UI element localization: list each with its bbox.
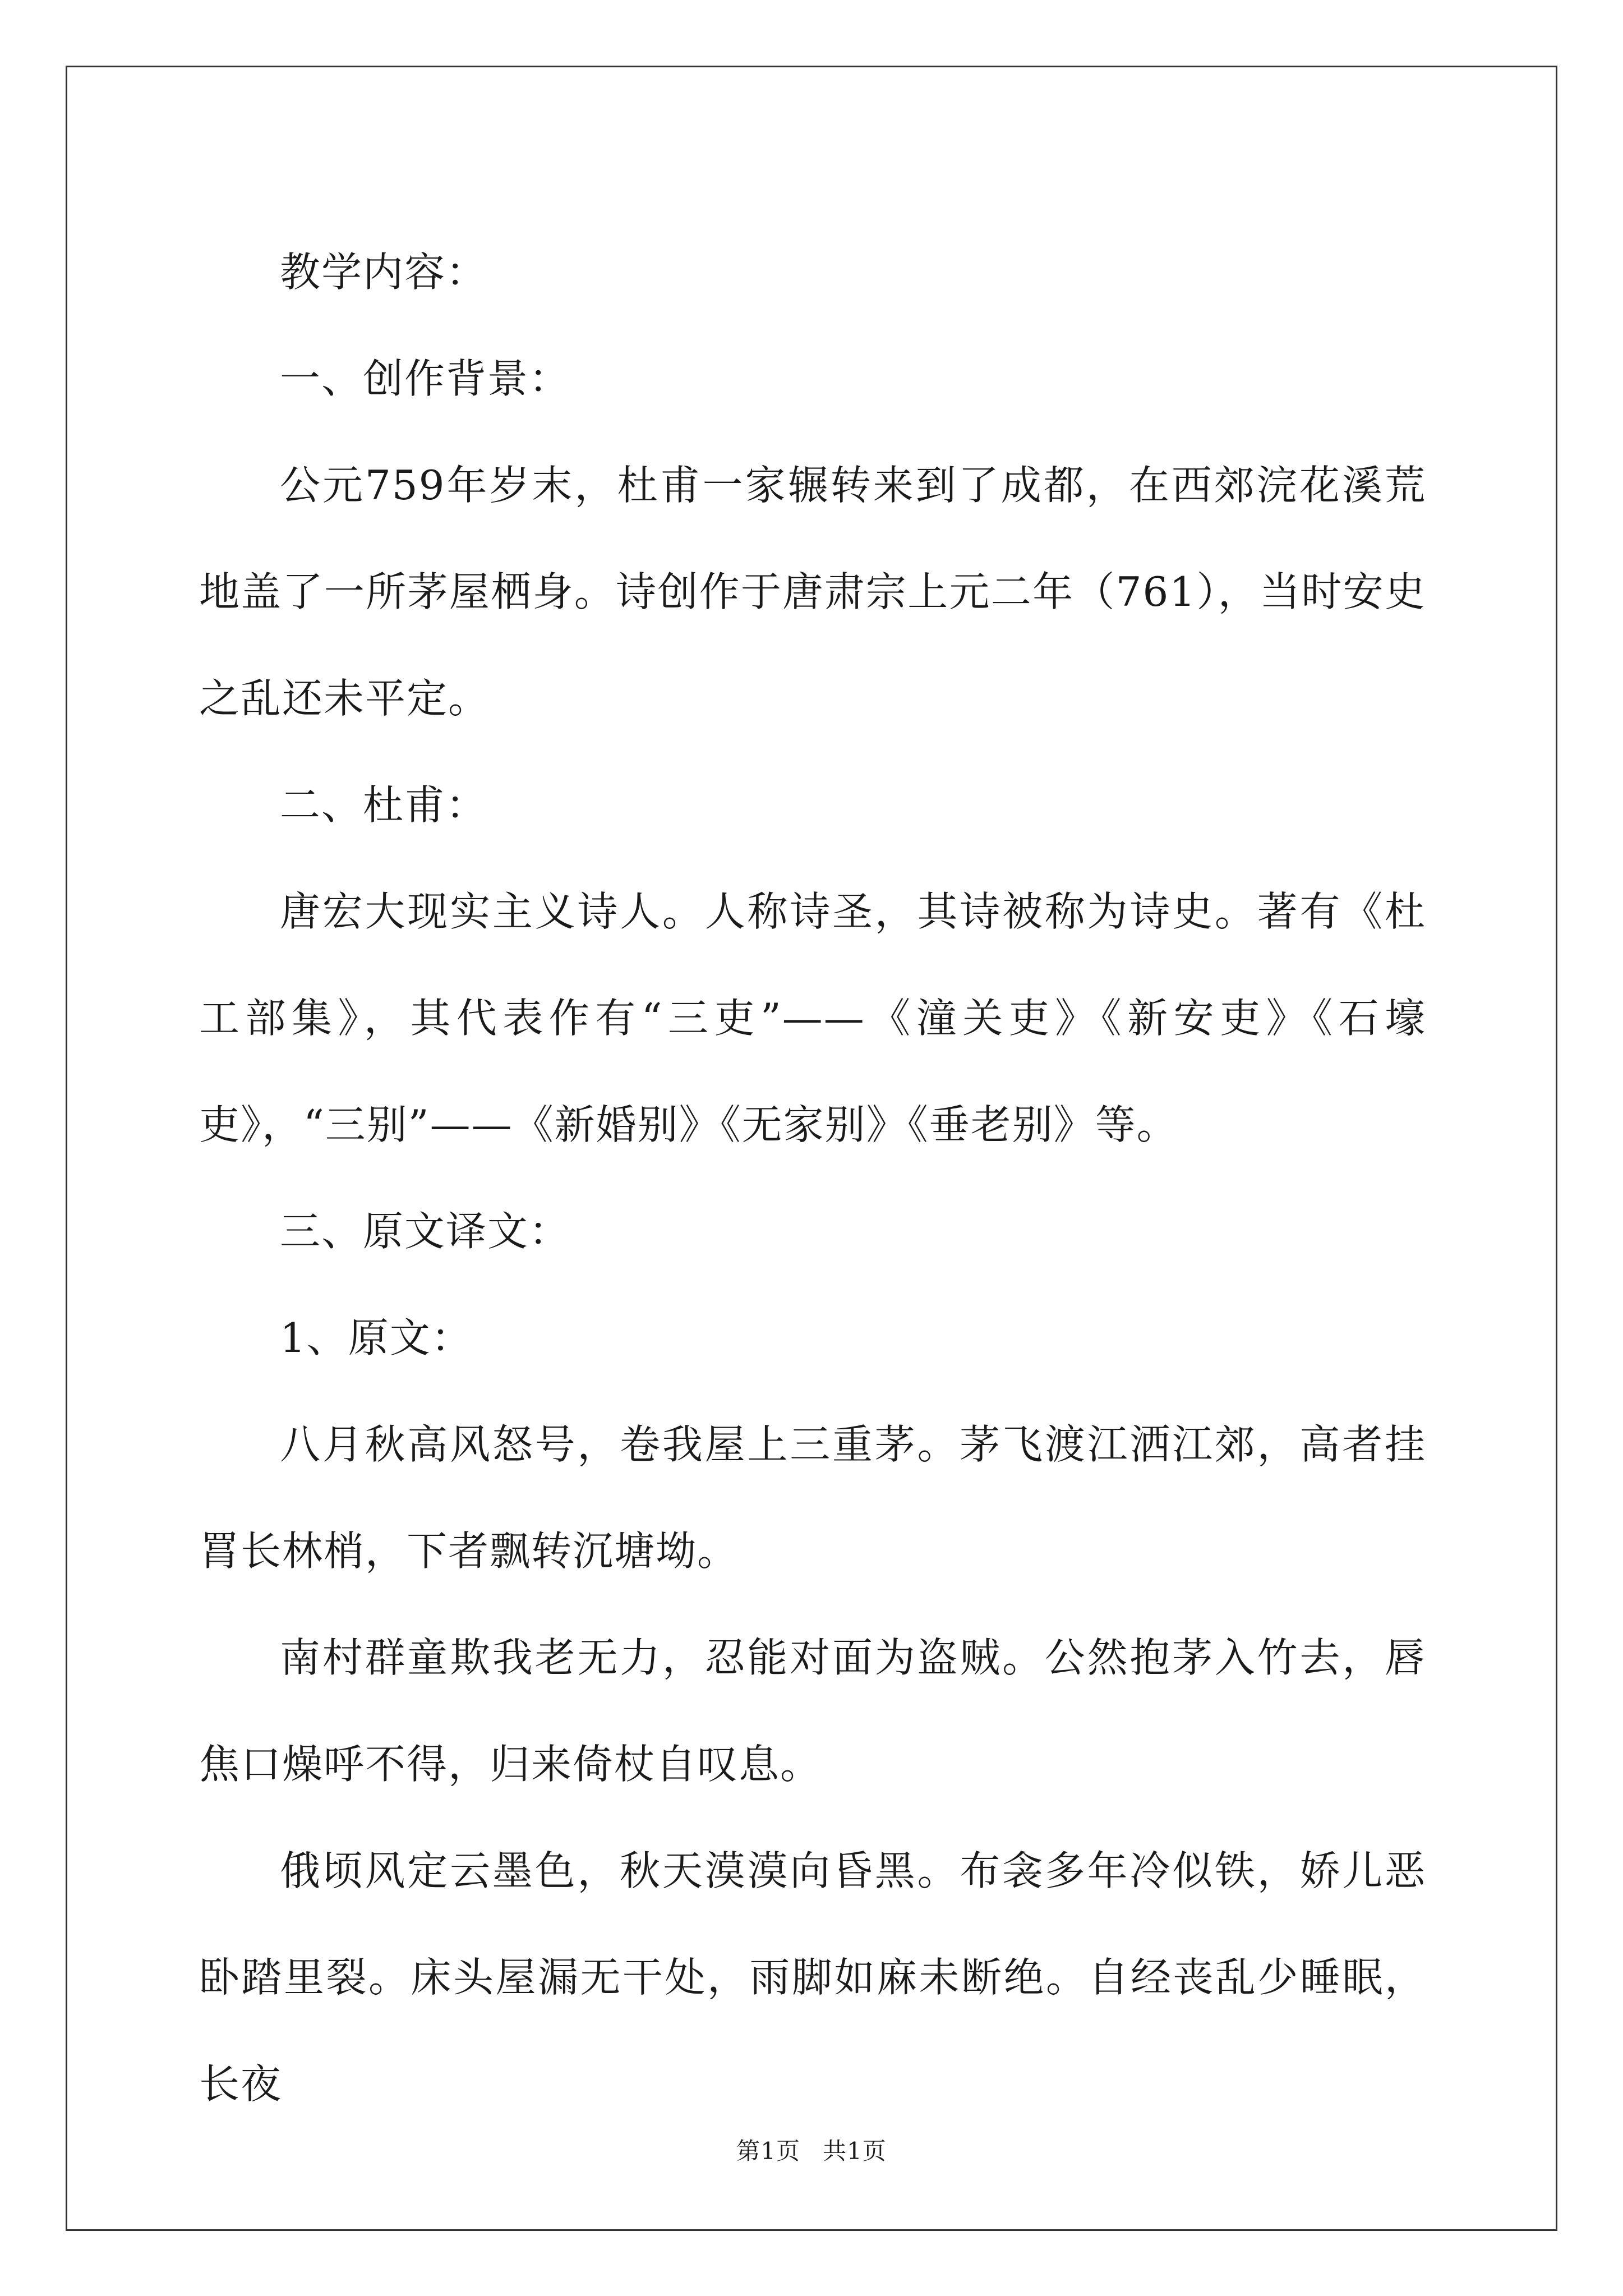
paragraph-du-fu: 唐宏大现实主义诗人。人称诗圣，其诗被称为诗史。著有《杜工部集》，其代表作有“三吏”——《潼关吏》《新安吏》《石壕吏》，“三别”——《新婚别》《无家别》《垂老别》等。 — [199, 888, 1426, 1148]
paragraph-background: 公元759年岁末，杜甫一家辗转来到了成都，在西郊浣花溪荒地盖了一所茅屋栖身。诗创作于唐肃宗上元二年（761），当时安史之乱还未平定。 — [199, 462, 1426, 722]
poem-stanza-3: 俄顷风定云墨色，秋天漠漠向昏黑。布衾多年冷似铁，娇儿恶卧踏里裂。床头屋漏无干处，雨脚如麻未断绝。自经丧乱少睡眠，长夜 — [199, 1847, 1426, 2108]
poem-stanza-1: 八月秋高风怒号，卷我屋上三重茅。茅飞渡江洒江郊，高者挂罥长林梢，下者飘转沉塘坳。 — [199, 1421, 1426, 1575]
page-footer — [0, 2134, 1623, 2168]
heading-du-fu: 二、杜甫： — [280, 781, 488, 829]
page-number-total: 共1页 — [823, 2137, 887, 2165]
page-number-current: 第1页 — [736, 2137, 800, 2165]
heading-background: 一、创作背景： — [280, 355, 571, 402]
heading-original-translation: 三、原文译文： — [280, 1208, 571, 1255]
heading-original-text: 1、原文： — [280, 1314, 473, 1361]
document-body — [199, 219, 1426, 2137]
heading-teaching-content: 教学内容： — [280, 249, 488, 296]
poem-stanza-2: 南村群童欺我老无力，忍能对面为盗贼。公然抱茅入竹去，唇焦口燥呼不得，归来倚杖自叹息。 — [199, 1634, 1426, 1788]
